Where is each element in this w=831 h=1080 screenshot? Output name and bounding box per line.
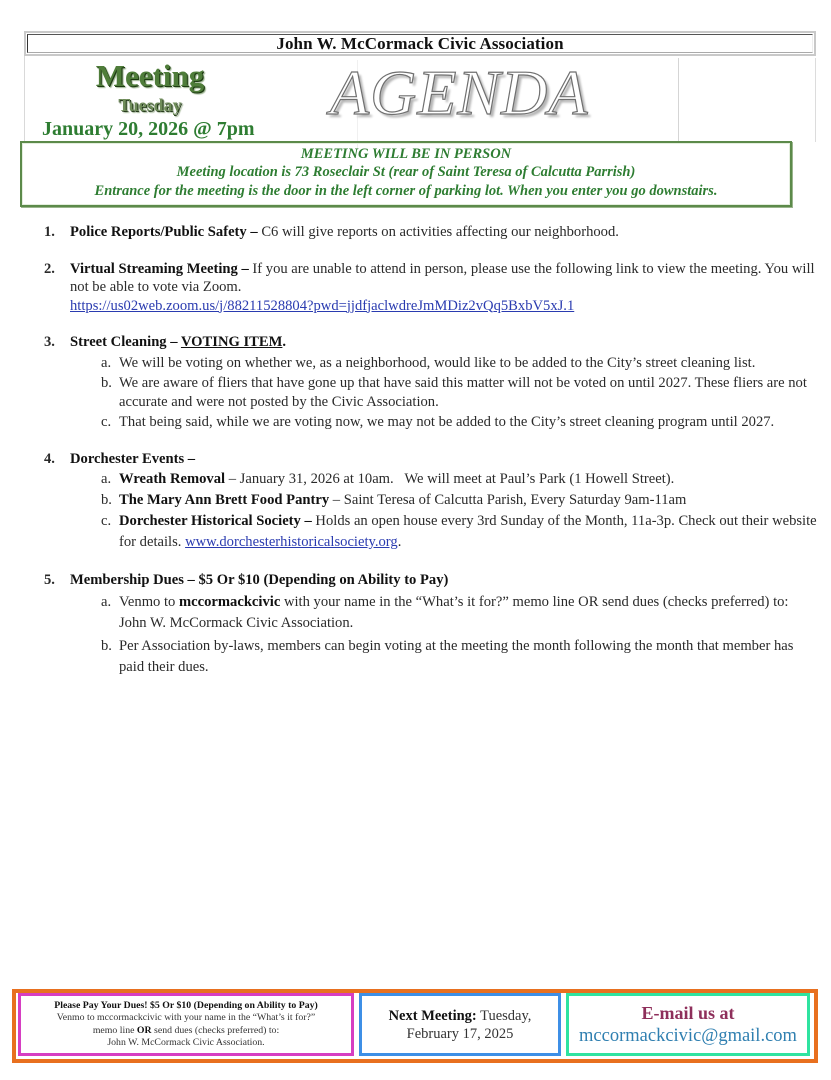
next-meeting-line (389, 1007, 532, 1025)
meeting-location: Meeting location is 73 Roseclair St (rear of Saint Teresa of Calcutta Parrish) (176, 164, 636, 180)
voting-item-label: VOTING ITEM (180, 334, 283, 350)
dues-or: OR (136, 1024, 152, 1036)
footer-email-box (566, 993, 810, 1056)
agenda-item-virtual-streaming (44, 260, 819, 316)
dues-memo-before: memo line (92, 1024, 137, 1036)
agenda-list (44, 223, 819, 696)
header-divider-right (815, 58, 816, 142)
sub-item-text: – Saint Teresa of Calcutta Parish, Every Saturday 9am-11am (329, 491, 687, 508)
meeting-date: January 20, 2026 @ 7pm (42, 118, 255, 140)
dues-heading: Please Pay Your Dues! $5 Or $10 (Depending on Ability to Pay) (54, 999, 318, 1011)
sub-item-letter: a. (101, 471, 112, 487)
sub-item-text: with your name in the “What’s it for?” memo line OR send dues (checks preferred) to: John W. McCormack Civic Association. (119, 593, 789, 631)
sub-item-text: We will be voting on whether we, as a neighborhood, would like to be added to the City’s street cleaning list. (119, 354, 756, 371)
event-title: Dorchester Historical Society – (119, 513, 312, 529)
sub-item (70, 470, 819, 489)
next-meeting-day: Tuesday, (476, 1007, 532, 1024)
email-address[interactable]: mccormackcivic@gmail.com (579, 1025, 797, 1046)
zoom-link[interactable]: https://us02web.zoom.us/j/88211528804?pwd=jjdfjaclwdreJmMDiz2vQq5BxbV5xJ.1 (70, 297, 575, 314)
item-title: Dorchester Events – (70, 450, 196, 467)
sub-item-text: – January 31, 2026 at 10am. We will meet at Paul’s Park (1 Howell Street). (225, 471, 675, 487)
header-divider-left (24, 56, 25, 142)
sub-item (70, 636, 819, 678)
sub-item-letter: c. (101, 513, 112, 529)
agenda-item-street-cleaning (44, 333, 819, 432)
sub-item (70, 413, 819, 432)
dues-venmo-line: Venmo to mccormackcivic with your name in the “What’s it for?” (56, 1012, 316, 1023)
entrance-instructions: Entrance for the meeting is the door in the left corner of parking lot. When you enter you go downstairs. (94, 183, 718, 199)
sub-item-text: We are aware of fliers that have gone up that have said this matter will not be voted on until 2027. These fliers are not accurate and were not posted by the Civic Association. (119, 375, 807, 410)
organization-title: John W. McCormack Civic Association (276, 33, 564, 53)
item-title: Street Cleaning – (70, 334, 181, 350)
item-number: 2. (44, 260, 55, 277)
agenda-item-membership-dues (44, 571, 819, 678)
dues-memo-after: send dues (checks preferred) to: (151, 1024, 280, 1036)
next-meeting-label: Next Meeting: (388, 1007, 477, 1024)
sub-item-letter: c. (101, 414, 112, 430)
sub-item (70, 354, 819, 373)
in-person-heading: MEETING WILL BE IN PERSON (300, 146, 512, 162)
sub-item-text-before: Venmo to (119, 593, 179, 610)
organization-title-box (24, 31, 816, 56)
footer-next-meeting-box (359, 993, 561, 1056)
agenda-item-dorchester-events (44, 450, 819, 554)
sub-item-letter: b. (101, 637, 112, 654)
item-number: 1. (44, 224, 55, 240)
item-text: C6 will give reports on activities affecting our neighborhood. (257, 224, 619, 240)
email-heading: E-mail us at (641, 1002, 735, 1023)
sub-item-text: That being said, while we are voting now, we may not be added to the City’s street cleaning program until 2027. (119, 414, 775, 430)
item-title: Police Reports/Public Safety – (70, 224, 258, 240)
agenda-wordart: AGENDA (330, 57, 589, 128)
in-person-notice (20, 141, 792, 207)
footer-dues-box (18, 993, 354, 1056)
sub-item (70, 511, 819, 553)
item-number: 3. (44, 334, 55, 350)
sub-item-letter: b. (101, 491, 112, 508)
dues-payee: John W. McCormack Civic Association. (107, 1037, 265, 1048)
sub-item (70, 592, 819, 634)
item-title-end: . (282, 334, 287, 350)
item-number: 5. (44, 572, 55, 588)
agenda-item-police (44, 223, 819, 242)
historical-society-link[interactable]: www.dorchesterhistoricalsociety.org (185, 534, 398, 550)
dues-memo-line (93, 1025, 279, 1038)
sub-item-text-end: . (397, 534, 402, 550)
header-divider-mid (678, 58, 679, 142)
item-text: If you are unable to attend in person, please use the following link to view the meeting. You will not be able to vote via Zoom. (70, 260, 815, 295)
item-title: Virtual Streaming Meeting – (70, 260, 249, 277)
sub-item-letter: b. (101, 375, 112, 391)
sub-item-text: Per Association by-laws, members can begin voting at the meeting the month following the month that member has paid their dues. (119, 637, 794, 675)
item-title: Membership Dues – $5 Or $10 (Depending on Ability to Pay) (70, 572, 449, 588)
venmo-handle: mccormackcivic (179, 593, 281, 610)
item-number: 4. (44, 450, 55, 467)
sub-item (70, 374, 819, 411)
sub-item-letter: a. (101, 354, 112, 371)
sub-item (70, 491, 819, 510)
event-title: Wreath Removal (119, 471, 226, 487)
sub-item-letter: a. (101, 593, 112, 610)
sub-item-text: Holds an open house every 3rd Sunday of the Month, 11a-3p. Check out their website for details. (119, 513, 817, 550)
event-title: The Mary Ann Brett Food Pantry (119, 491, 330, 508)
meeting-wordart: Meeting (95, 58, 205, 93)
day-wordart: Tuesday (118, 95, 182, 115)
next-meeting-date: February 17, 2025 (406, 1025, 514, 1042)
